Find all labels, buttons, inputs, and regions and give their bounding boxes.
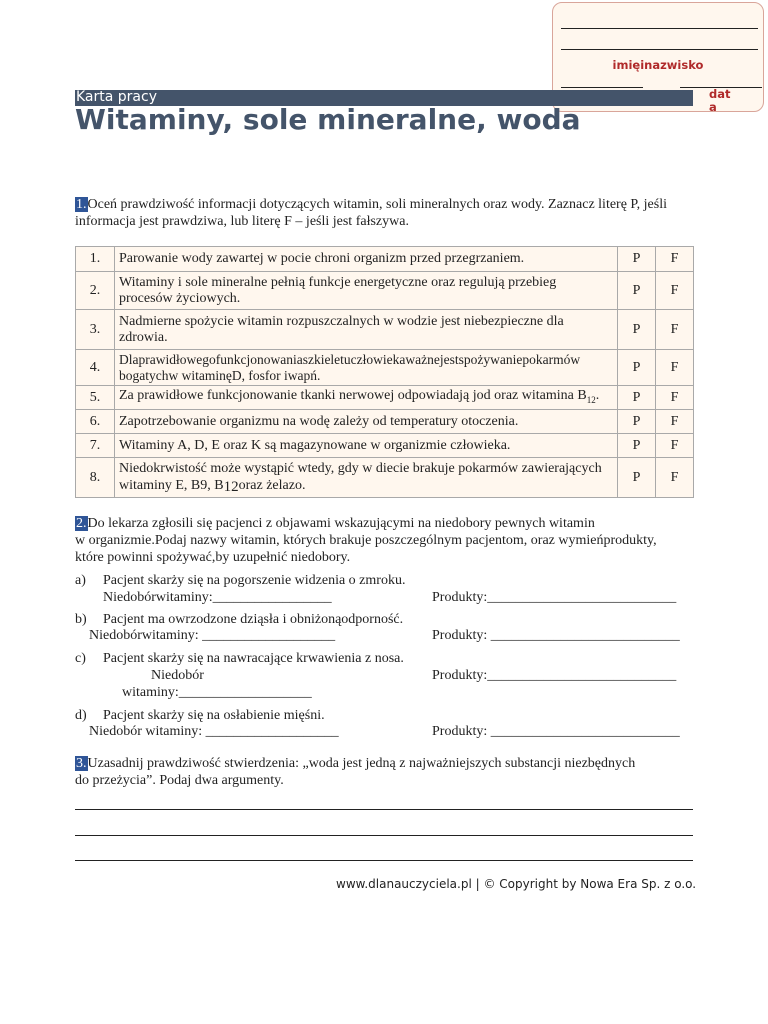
table-row: [76, 350, 694, 386]
subscript-12: 12: [586, 394, 596, 405]
case-a-products-field[interactable]: Produkty:___________________________: [432, 590, 677, 605]
answer-line-3[interactable]: [75, 860, 693, 861]
row-statement-end: .: [595, 387, 600, 403]
case-b-letter: b): [75, 612, 87, 627]
row-statement: [115, 386, 618, 410]
row-number: 8.: [76, 458, 115, 498]
table-row: [76, 410, 694, 434]
task1-text-line2: informacja jest prawdziwa, lub literę F – jeśli jest fałszywa.: [75, 214, 409, 229]
task3-instructions: [75, 755, 695, 789]
date-label: data: [709, 87, 731, 114]
answer-f[interactable]: F: [656, 247, 694, 272]
header-label: Karta pracy: [76, 89, 157, 105]
row-number: 6.: [76, 410, 115, 434]
row-statement: Witaminy A, D, E oraz K są magazynowane w organizmie człowieka.: [115, 434, 618, 458]
case-b-complaint: Pacjent ma owrzodzone dziąsła i obniżonąodporność.: [103, 612, 404, 627]
row-statement-line2b: oraz żelazo.: [238, 478, 306, 493]
case-c-letter: c): [75, 651, 86, 666]
task1-instructions: [75, 196, 695, 230]
row-statement-main: Za prawidłowe funkcjonowanie tkanki nerwowej odpowiadają jod oraz witamina B: [119, 387, 587, 403]
task2-instructions: [75, 515, 695, 566]
answer-p[interactable]: P: [618, 458, 656, 498]
case-d-letter: d): [75, 708, 87, 723]
row-number: 1.: [76, 247, 115, 272]
task1-text-line1: Oceń prawdziwość informacji dotyczących witamin, soli mineralnych oraz wody. Zaznacz literę P, jeśli: [87, 197, 667, 212]
case-d-complaint: Pacjent skarży się na osłabienie mięśni.: [103, 708, 325, 723]
row-number: 2.: [76, 272, 115, 310]
answer-p[interactable]: P: [618, 247, 656, 272]
task1-number: 1.: [76, 197, 87, 212]
table-row: [76, 386, 694, 410]
table-row: [76, 272, 694, 310]
row-number: 3.: [76, 310, 115, 350]
answer-p[interactable]: P: [618, 386, 656, 410]
date-line-1[interactable]: [561, 87, 643, 88]
answer-f[interactable]: F: [656, 434, 694, 458]
case-d-vitamin-field[interactable]: Niedobór witaminy: ___________________: [89, 724, 339, 739]
name-label: imięinazwisko: [612, 58, 704, 72]
case-c-complaint: Pacjent skarży się na nawracające krwawienia z nosa.: [103, 651, 404, 666]
answer-f[interactable]: F: [656, 272, 694, 310]
answer-p[interactable]: P: [618, 310, 656, 350]
true-false-table: [75, 246, 694, 498]
row-statement-line1: Niedokrwistość może wystąpić wtedy, gdy w diecie brakuje pokarmów zawierających: [119, 461, 602, 476]
row-number: 4.: [76, 350, 115, 386]
answer-f[interactable]: F: [656, 350, 694, 386]
task3-number: 3.: [76, 756, 87, 771]
row-statement: [115, 458, 618, 498]
row-statement: Parowanie wody zawartej w pocie chroni organizm przed przegrzaniem.: [115, 247, 618, 272]
case-c-products-field[interactable]: Produkty:___________________________: [432, 668, 677, 683]
page-title: Witaminy, sole mineralne, woda: [75, 103, 581, 136]
answer-f[interactable]: F: [656, 410, 694, 434]
answer-p[interactable]: P: [618, 272, 656, 310]
table-row: [76, 310, 694, 350]
footer-copyright: www.dlanauczyciela.pl | © Copyright by Nowa Era Sp. z o.o.: [336, 877, 697, 891]
case-b-products-field[interactable]: Produkty: ___________________________: [432, 628, 680, 643]
answer-line-2[interactable]: [75, 835, 693, 836]
task2-number: 2.: [76, 516, 87, 531]
answer-p[interactable]: P: [618, 434, 656, 458]
row-statement: Zapotrzebowanie organizmu na wodę zależy od temperatury otoczenia.: [115, 410, 618, 434]
case-d-products-field[interactable]: Produkty: ___________________________: [432, 724, 680, 739]
task3-line1: Uzasadnij prawdziwość stwierdzenia: „woda jest jedną z najważniejszych substancji niezbędnych: [87, 756, 636, 771]
row-number: 7.: [76, 434, 115, 458]
case-a-vitamin-field[interactable]: Niedobórwitaminy:_________________: [103, 590, 332, 605]
task2-line3: które powinni spożywać,by uzupełnić niedobory.: [75, 550, 351, 565]
row-statement: Nadmierne spożycie witamin rozpuszczalnych w wodzie jest niebezpieczne dla zdrowia.: [115, 310, 618, 350]
task2-line2: w organizmie.Podaj nazwy witamin, których brakuje poszczególnym pacjentom, oraz wymieńprodukty,: [75, 533, 657, 548]
table-row: [76, 247, 694, 272]
case-c-vitamin-field[interactable]: witaminy:___________________: [122, 685, 312, 700]
task3-line2: do przeżycia”. Podaj dwa argumenty.: [75, 773, 284, 788]
answer-f[interactable]: F: [656, 458, 694, 498]
answer-f[interactable]: F: [656, 386, 694, 410]
name-line-2[interactable]: [561, 49, 758, 50]
case-b-vitamin-field[interactable]: Niedobórwitaminy: ___________________: [89, 628, 336, 643]
subscript-12-large: 12: [223, 479, 239, 495]
answer-p[interactable]: P: [618, 350, 656, 386]
case-a-letter: a): [75, 573, 86, 588]
name-line-1[interactable]: [561, 28, 758, 29]
table-row: [76, 458, 694, 498]
case-a-complaint: Pacjent skarży się na pogorszenie widzenia o zmroku.: [103, 573, 406, 588]
row-statement: Witaminy i sole mineralne pełnią funkcje energetyczne oraz regulują przebieg procesów życiowych.: [115, 272, 618, 310]
row-number: 5.: [76, 386, 115, 410]
answer-line-1[interactable]: [75, 809, 693, 810]
row-statement: Dlaprawidłowegofunkcjonowaniaszkieletuczłowiekaważnejestspożywaniepokarmów bogatychw witaminęD, fosfor iwapń.: [115, 350, 618, 386]
case-c-vitamin-label: Niedobór: [151, 668, 204, 683]
answer-f[interactable]: F: [656, 310, 694, 350]
table-row: [76, 434, 694, 458]
task2-line1: Do lekarza zgłosili się pacjenci z objawami wskazującymi na niedobory pewnych witamin: [87, 516, 595, 531]
row-statement-line2a: witaminy E, B9, B: [119, 478, 224, 493]
answer-p[interactable]: P: [618, 410, 656, 434]
